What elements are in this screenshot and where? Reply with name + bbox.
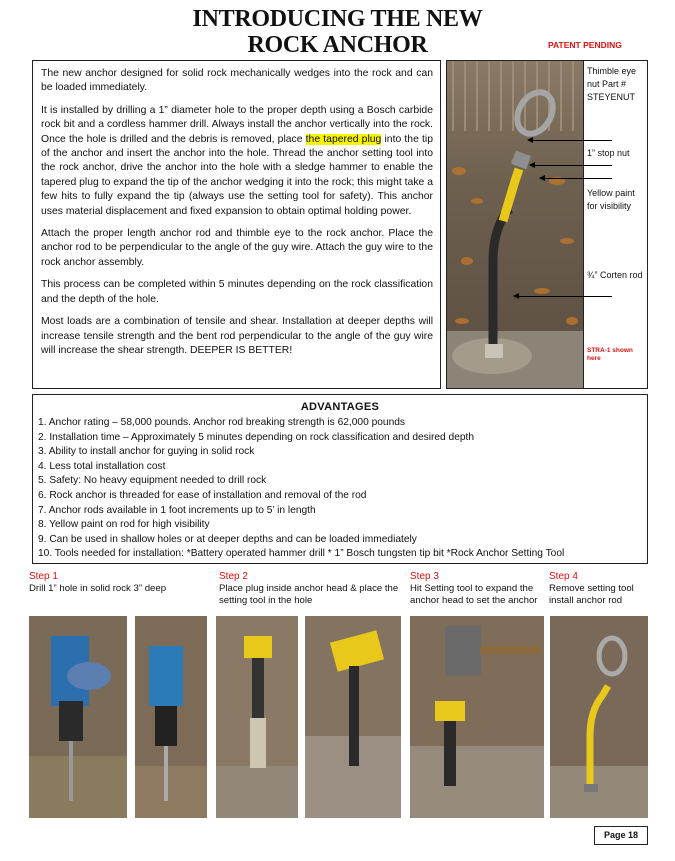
intro-p2-text-b: into the tip of the anchor and insert the anchor into the hole. Thread the anchor setting tool into the rock anchor, drive the anchor into the hole with a sledge hammer to enable the tapered plug to expand the tip of the anchor wedging it into the rock; this might take a few hits to fully expand the tip (always use the setting tool for safety). This anchor uses material displacement and fixed expansion to obtain optimal holding power. (41, 133, 433, 217)
intro-paragraph-1: The new anchor designed for solid rock mechanically wedges into the rock and can be loaded immediately. (41, 68, 433, 94)
step-3-description: Hit Setting tool to expand the anchor head to set the anchor (410, 583, 538, 606)
step-2-photo-a (216, 616, 298, 818)
advantage-item: 8. Yellow paint on rod for high visibility (38, 519, 210, 531)
page-title-line-2: ROCK ANCHOR (247, 32, 428, 58)
advantage-item: 5. Safety: No heavy equipment needed to drill rock (38, 475, 267, 487)
advantage-item: 10. Tools needed for installation: *Battery operated hammer drill * 1” Bosch tungsten tip bit *Rock Anchor Setting Tool (38, 548, 565, 560)
step-3-photo (410, 616, 544, 818)
arrow-thimble (528, 140, 612, 141)
intro-paragraph-3: Attach the proper length anchor rod and thimble eye to the rock anchor. Place the anchor rod to be perpendicular to the angle of the guy wire. Attach the guy wire to the rock anchor assembly. (41, 228, 433, 268)
step-4 (549, 571, 659, 606)
label-stra-1: STRA-1 shown here (587, 347, 633, 362)
step-1-photo-b (135, 616, 207, 818)
arrow-corten-rod (514, 296, 612, 297)
tapered-plug-highlight: the tapered plug (305, 133, 382, 145)
advantages-list (38, 416, 564, 562)
arrow-stop-nut (530, 165, 612, 166)
step-2-heading: Step 2 (219, 571, 248, 582)
advantages-box (32, 394, 648, 564)
intro-paragraph-2 (41, 104, 433, 219)
patent-pending-label: PATENT PENDING (548, 40, 622, 50)
step-4-heading: Step 4 (549, 571, 578, 582)
step-2-description: Place plug inside anchor head & place the setting tool in the hole (219, 583, 399, 606)
callout-labels (584, 60, 648, 389)
advantage-item: 1. Anchor rating – 58,000 pounds. Anchor rod breaking strength is 62,000 pounds (38, 417, 406, 428)
advantages-title: ADVANTAGES (300, 401, 380, 413)
step-1 (29, 571, 209, 595)
label-yellow-paint: Yellow paint for visibility (587, 188, 635, 211)
label-stop-nut: 1” stop nut (587, 148, 630, 158)
step-1-photo-a (29, 616, 127, 818)
intro-p2-text-a: It is installed by drilling a 1” diameter hole to the proper depth using a Bosch carbide rock bit and a cordless hammer drill. Always install the anchor vertically into the rock. Once the hole is drilled and the debris is removed, place (41, 104, 433, 145)
step-2-photo-b (305, 616, 401, 818)
intro-text-box (32, 60, 441, 389)
arrow-yellow-paint (540, 178, 612, 179)
advantage-item: 4. Less total installation cost (38, 460, 166, 472)
rock-anchor-photo (446, 60, 584, 389)
step-1-description: Drill 1” hole in solid rock 3” deep (29, 583, 167, 594)
advantage-item: 3. Ability to install anchor for guying in solid rock (38, 446, 255, 458)
label-thimble-eye-nut: Thimble eye nut Part # STEYENUT (587, 66, 637, 102)
step-3 (410, 571, 550, 606)
page-title-line-1: INTRODUCING THE NEW (192, 6, 483, 32)
page-number: Page 18 (594, 826, 648, 845)
advantage-item: 6. Rock anchor is threaded for ease of installation and removal of the rod (38, 489, 367, 501)
step-3-heading: Step 3 (410, 571, 439, 582)
advantage-item: 2. Installation time – Approximately 5 minutes depending on rock classification and desired depth (38, 431, 475, 443)
step-2 (219, 571, 399, 606)
intro-paragraph-4: This process can be completed within 5 minutes depending on the rock classification and the depth of the hole. (41, 279, 433, 305)
advantage-item: 7. Anchor rods available in 1 foot increments up to 5’ in length (38, 504, 316, 516)
step-1-heading: Step 1 (29, 571, 58, 582)
step-4-photo (550, 616, 648, 818)
label-corten-rod: ¾” Corten rod (587, 270, 643, 280)
step-4-description: Remove setting tool install anchor rod (549, 583, 634, 606)
intro-paragraph-5: Most loads are a combination of tensile and shear. Installation at deeper depths will increase tensile strength and the bent rod perpendicular to the angle of the guy wire will increase the shear strength. DEEPER IS BETTER! (41, 316, 433, 356)
advantage-item: 9. Can be used in shallow holes or at deeper depths and can be loaded immediately (38, 533, 417, 545)
